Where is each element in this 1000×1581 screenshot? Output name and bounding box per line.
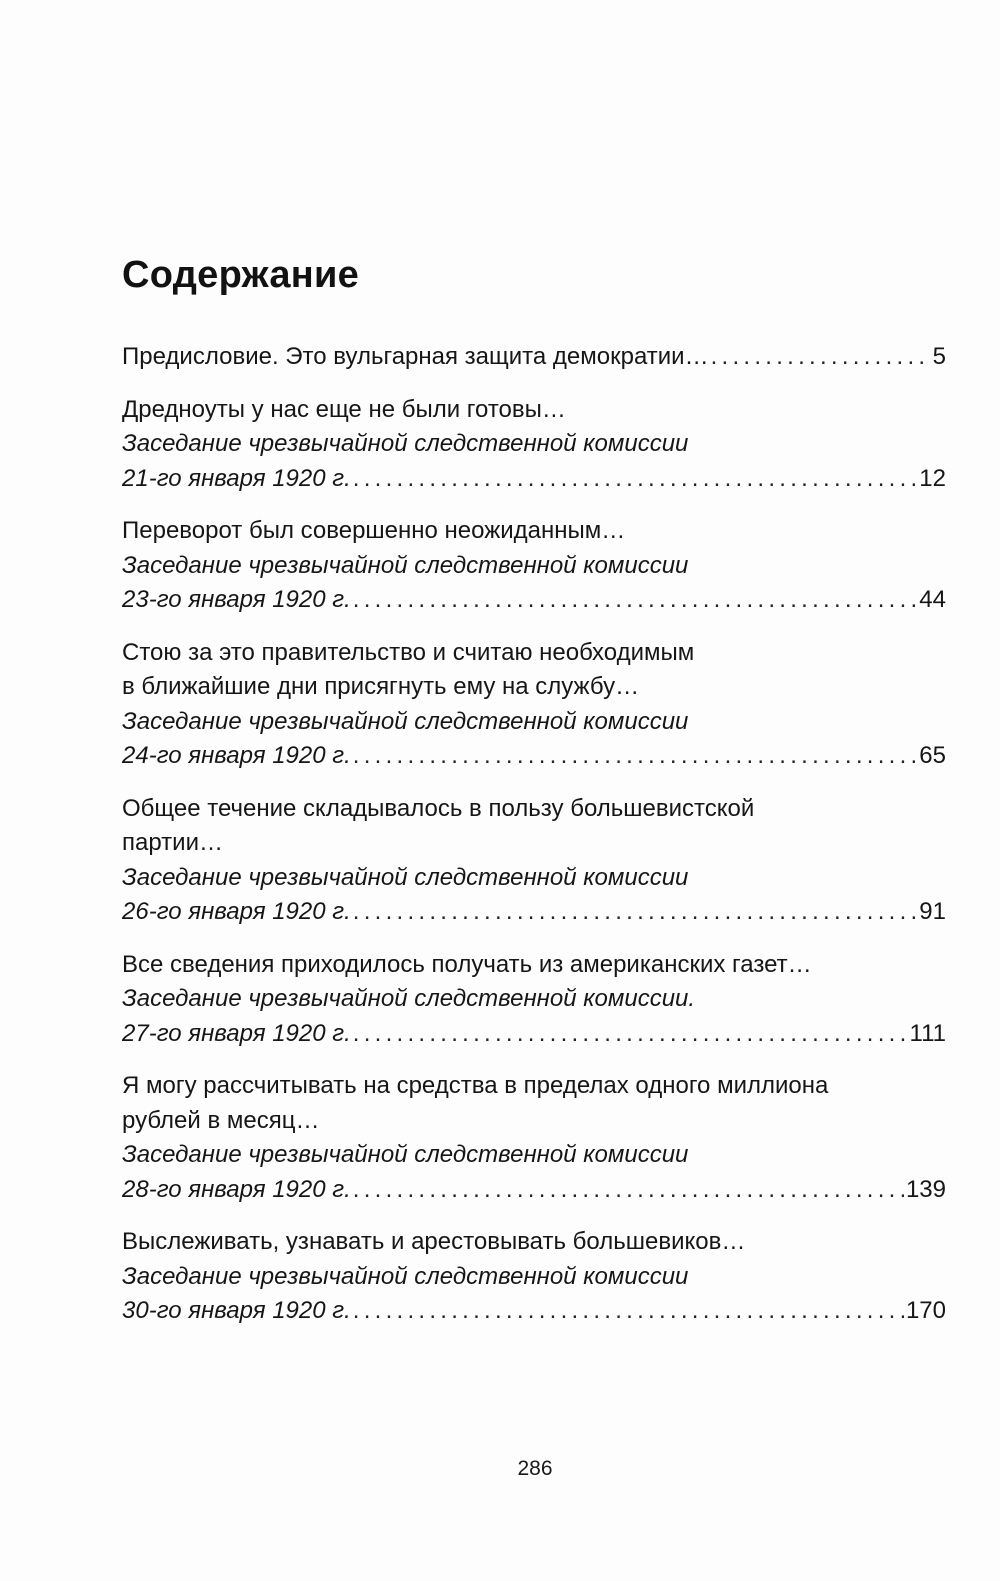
toc-entry-page: 170 — [905, 1297, 946, 1324]
toc-entry-page: 5 — [932, 343, 946, 370]
toc-entry-title: Я могу рассчитывать на средства в пределах одного миллиона — [122, 1072, 829, 1099]
toc-entry-subtitle: Заседание чрезвычайной следственной комиссии — [122, 430, 689, 457]
toc-entry-title: рублей в месяц… — [122, 1106, 320, 1134]
toc-entry-title: Общее течение складывалось в пользу большевистской — [122, 794, 755, 822]
dot-leader — [353, 739, 918, 774]
toc-entry-subtitle — [122, 1173, 946, 1208]
toc-entry — [122, 636, 946, 774]
toc-entry-subtitle: Заседание чрезвычайной следственной комиссии — [122, 1262, 689, 1290]
toc-entry-page: 65 — [919, 742, 946, 769]
dot-leader — [353, 1294, 904, 1329]
dot-leader — [353, 895, 918, 930]
toc-entry — [122, 514, 946, 618]
table-of-contents — [122, 340, 946, 1347]
toc-entry-text: 26-го января 1920 г. — [122, 898, 351, 925]
toc-entry-text: 24-го января 1920 г. — [122, 742, 351, 769]
toc-entry-text: Предисловие. Это вульгарная защита демократии… — [122, 343, 709, 370]
toc-entry-subtitle: Заседание чрезвычайной следственной комиссии. — [122, 985, 696, 1012]
toc-entry-subtitle — [122, 895, 946, 930]
toc-entry-text: 30-го января 1920 г. — [122, 1297, 351, 1324]
dot-leader — [711, 340, 931, 375]
toc-entry-title: Переворот был совершенно неожиданным… — [122, 517, 626, 544]
toc-entry-title: Стою за это правительство и считаю необходимым — [122, 638, 695, 666]
toc-entry-page: 12 — [919, 464, 946, 492]
dot-leader — [353, 583, 918, 618]
toc-entry — [122, 792, 946, 930]
toc-entry-text: 27-го января 1920 г. — [122, 1019, 351, 1047]
toc-entry-subtitle — [122, 583, 946, 618]
toc-entry-subtitle — [122, 739, 946, 774]
toc-entry-subtitle: Заседание чрезвычайной следственной комиссии — [122, 1141, 689, 1168]
toc-entry-subtitle: Заседание чрезвычайной следственной комиссии — [122, 551, 689, 579]
toc-entry-subtitle — [122, 1017, 946, 1052]
toc-entry-subtitle — [122, 462, 946, 497]
toc-entry-text: 21-го января 1920 г. — [122, 464, 351, 492]
dot-leader — [353, 1173, 904, 1208]
page-title: Содержание — [122, 254, 360, 296]
toc-entry-page: 91 — [919, 898, 946, 925]
toc-entry — [122, 393, 946, 497]
toc-entry-title: Дредноуты у нас еще не были готовы… — [122, 395, 566, 423]
toc-entry-title: партии… — [122, 829, 223, 856]
toc-entry-subtitle: Заседание чрезвычайной следственной комиссии — [122, 707, 689, 735]
toc-entry-subtitle: Заседание чрезвычайной следственной комиссии — [122, 863, 689, 891]
toc-entry-title: Выслеживать, узнавать и арестовывать большевиков… — [122, 1228, 746, 1255]
toc-entry-title — [122, 340, 946, 375]
toc-entry — [122, 948, 946, 1052]
toc-entry-page: 111 — [909, 1019, 946, 1047]
dot-leader — [353, 462, 918, 497]
toc-entry-title: в ближайшие дни присягнуть ему на службу… — [122, 673, 640, 700]
dot-leader — [353, 1017, 908, 1052]
toc-entry-text: 28-го января 1920 г. — [122, 1175, 351, 1203]
toc-entry-text: 23-го января 1920 г. — [122, 586, 351, 613]
toc-entry-page: 139 — [905, 1175, 946, 1203]
toc-entry-title: Все сведения приходилось получать из американских газет… — [122, 950, 812, 978]
toc-entry — [122, 340, 946, 375]
page-number: 286 — [517, 1457, 553, 1480]
toc-entry — [122, 1225, 946, 1329]
toc-entry-subtitle — [122, 1294, 946, 1329]
toc-entry-page: 44 — [919, 586, 946, 613]
toc-entry — [122, 1069, 946, 1207]
